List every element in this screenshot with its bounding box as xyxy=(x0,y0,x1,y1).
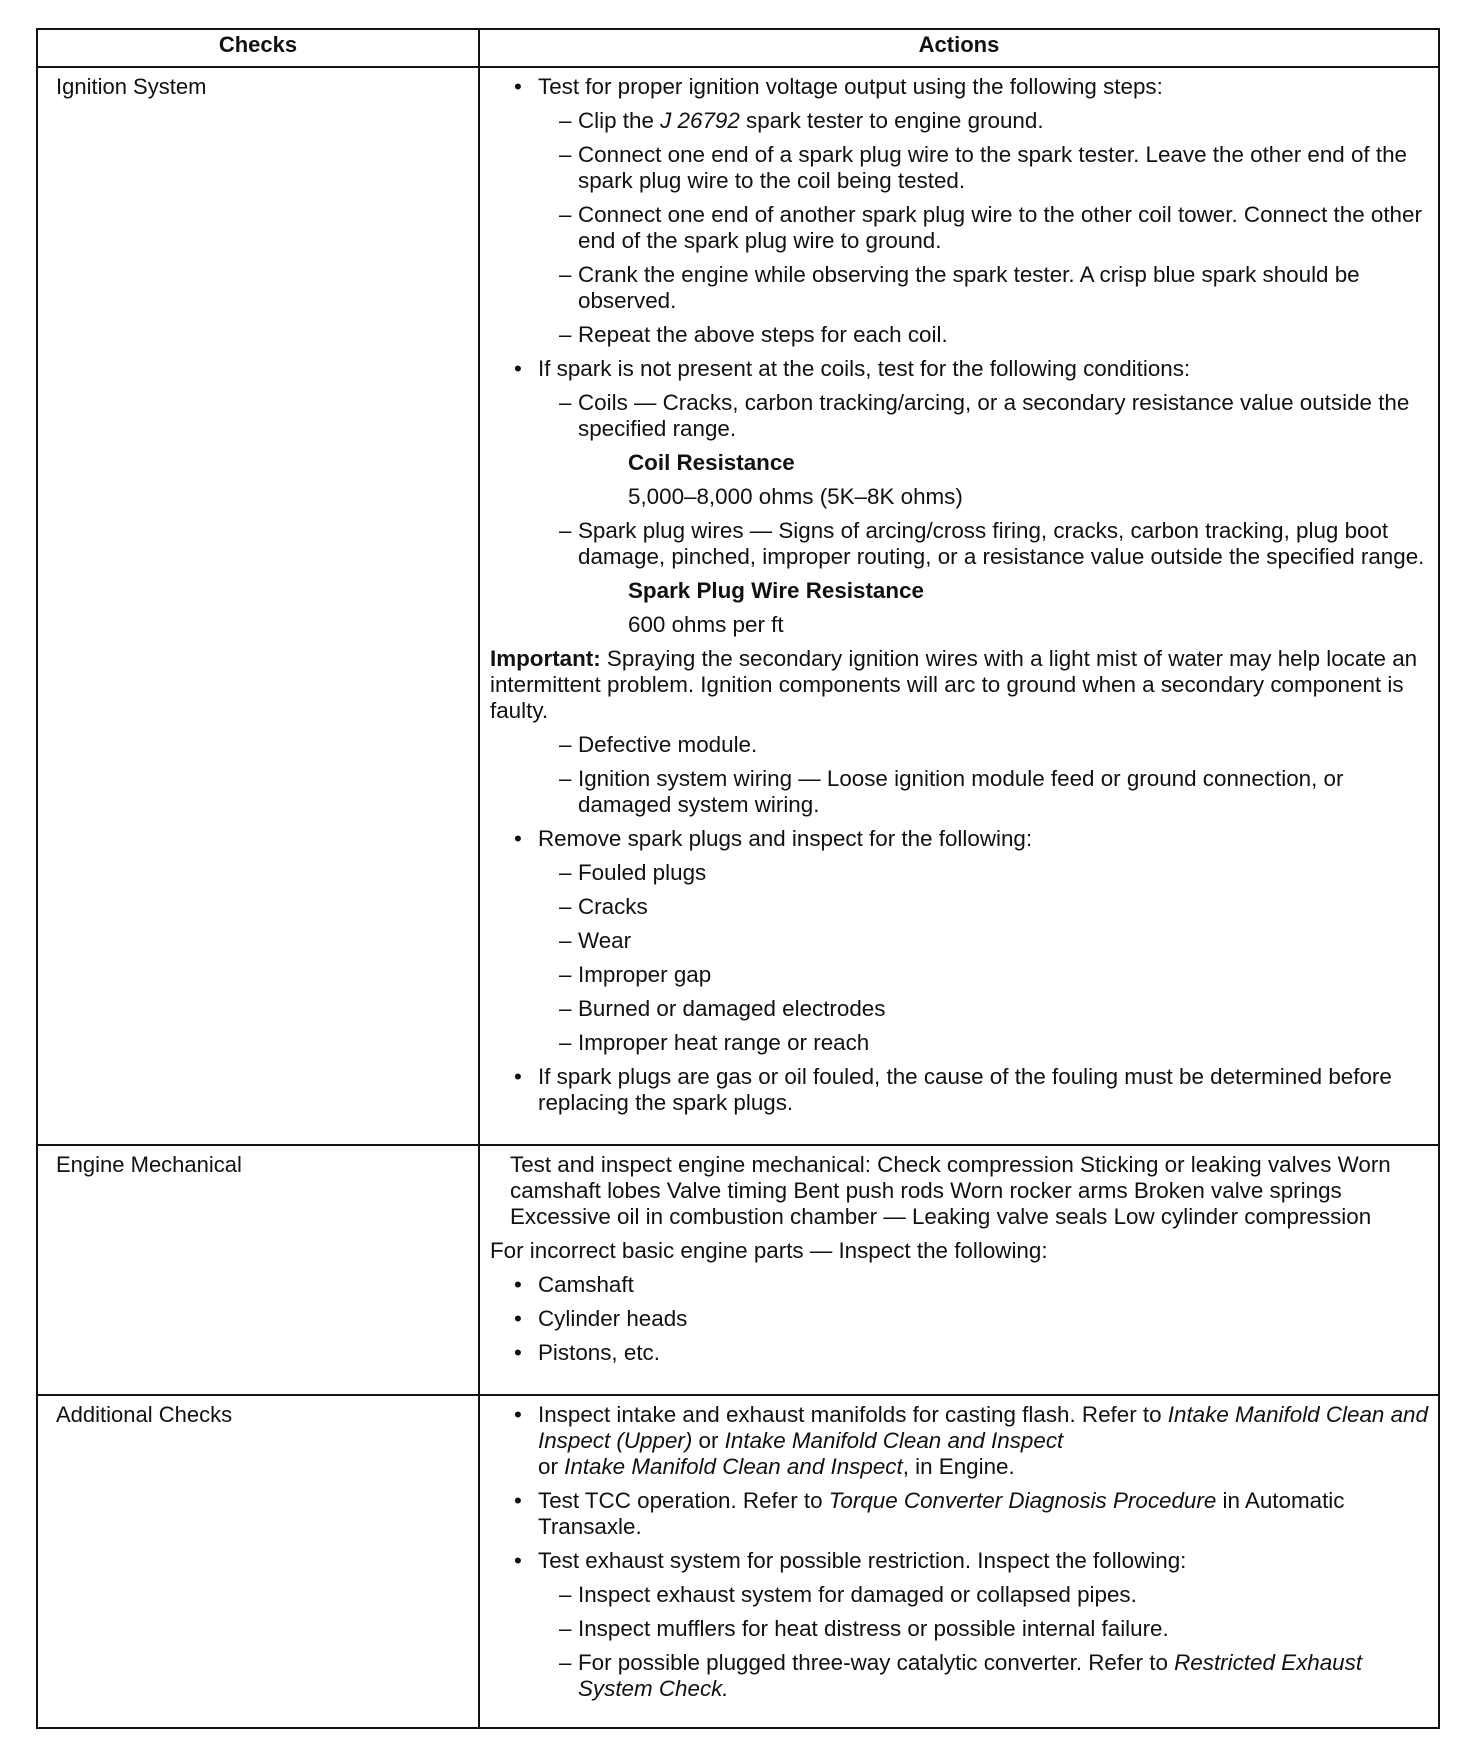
list-item: – For possible plugged three-way catalytic converter. Refer to Restricted Exhaust System Check. xyxy=(490,1650,1430,1702)
list-item: – Inspect exhaust system for damaged or collapsed pipes. xyxy=(490,1582,1430,1608)
list-item: – Coils — Cracks, carbon tracking/arcing, or a secondary resistance value outside the specified range. xyxy=(490,390,1430,442)
list-item: • Test TCC operation. Refer to Torque Converter Diagnosis Procedure in Automatic Transaxle. xyxy=(490,1488,1430,1540)
list-item: – Improper gap xyxy=(490,962,1430,988)
table-header-row xyxy=(37,29,1439,67)
important-note: Important: Spraying the secondary ignition wires with a light mist of water may help locate an intermittent problem. Ignition components will arc to ground when a secondary component is faulty. xyxy=(490,646,1418,723)
list-item: – Connect one end of a spark plug wire to the spark tester. Leave the other end of the spark plug wire to the coil being tested. xyxy=(490,142,1430,194)
reference: Intake Manifold Clean and Inspect (Upper) xyxy=(538,1402,1428,1453)
list-item: • Inspect intake and exhaust manifolds for casting flash. Refer to Intake Manifold Clean and Inspect (Upper) or Intake Manifold Clean and Inspect or Intake Manifold Clean and Inspect, in Engine. xyxy=(490,1402,1430,1480)
list-item: – Burned or damaged electrodes xyxy=(490,996,1430,1022)
actions-ignition-system xyxy=(479,67,1439,1145)
important-label: Important: xyxy=(490,646,601,671)
table-row xyxy=(37,67,1439,1145)
check-additional-checks: Additional Checks xyxy=(37,1395,479,1728)
tool-number: J 26792 xyxy=(660,108,740,133)
list-item: – Improper heat range or reach xyxy=(490,1030,1430,1056)
table-row xyxy=(37,1395,1439,1728)
list-item: – Inspect mufflers for heat distress or possible internal failure. xyxy=(490,1616,1430,1642)
list-item: – Defective module. xyxy=(490,732,1430,758)
list-item: – Cracks xyxy=(490,894,1430,920)
header-actions: Actions xyxy=(479,29,1439,67)
table-row xyxy=(37,1145,1439,1395)
diagnosis-table xyxy=(36,28,1440,1729)
spec-title: Coil Resistance xyxy=(628,450,795,475)
check-engine-mechanical: Engine Mechanical xyxy=(37,1145,479,1395)
list-item: – Ignition system wiring — Loose ignition module feed or ground connection, or damaged system wiring. xyxy=(490,766,1430,818)
list-item: – Spark plug wires — Signs of arcing/cross firing, cracks, carbon tracking, plug boot damage, pinched, improper routing, or a resistance value outside the specified range. xyxy=(490,518,1430,570)
spec-title: Spark Plug Wire Resistance xyxy=(628,578,924,603)
list-item: – Crank the engine while observing the spark tester. A crisp blue spark should be observed. xyxy=(490,262,1430,314)
reference: Restricted Exhaust System Check. xyxy=(578,1650,1363,1701)
reference: Intake Manifold Clean and Inspect xyxy=(564,1454,903,1479)
list-item: • If spark plugs are gas or oil fouled, the cause of the fouling must be determined before replacing the spark plugs. xyxy=(490,1064,1430,1116)
spec-value: 600 ohms per ft xyxy=(628,612,784,637)
list-item: – Connect one end of another spark plug wire to the other coil tower. Connect the other end of the spark plug wire to ground. xyxy=(490,202,1430,254)
header-checks: Checks xyxy=(37,29,479,67)
list-item: • Test for proper ignition voltage output using the following steps: xyxy=(490,74,1430,100)
list-item: – Clip the J 26792 spark tester to engine ground. xyxy=(490,108,1430,134)
list-item: • Camshaft xyxy=(490,1272,1430,1298)
list-item: • Remove spark plugs and inspect for the following: xyxy=(490,826,1430,852)
spec-value: 5,000–8,000 ohms (5K–8K ohms) xyxy=(628,484,963,509)
actions-engine-mechanical xyxy=(479,1145,1439,1395)
reference: Intake Manifold Clean and Inspect xyxy=(724,1428,1064,1453)
list-item: – Repeat the above steps for each coil. xyxy=(490,322,1430,348)
paragraph: Test and inspect engine mechanical: Check compression Sticking or leaking valves Worn camshaft lobes Valve timing Bent push rods Worn rocker arms Broken valve springs Excessive oil in combustion chamber — Leaking valve seals Low cylinder compression xyxy=(510,1152,1391,1229)
actions-additional-checks xyxy=(479,1395,1439,1728)
list-item: – Fouled plugs xyxy=(490,860,1430,886)
list-item: – Wear xyxy=(490,928,1430,954)
check-ignition-system: Ignition System xyxy=(37,67,479,1145)
list-item: • Test exhaust system for possible restriction. Inspect the following: xyxy=(490,1548,1430,1574)
list-item: • Cylinder heads xyxy=(490,1306,1430,1332)
reference: Torque Converter Diagnosis Procedure xyxy=(828,1488,1217,1513)
list-item: • If spark is not present at the coils, test for the following conditions: xyxy=(490,356,1430,382)
paragraph: For incorrect basic engine parts — Inspect the following: xyxy=(490,1238,1048,1263)
list-item: • Pistons, etc. xyxy=(490,1340,1430,1366)
